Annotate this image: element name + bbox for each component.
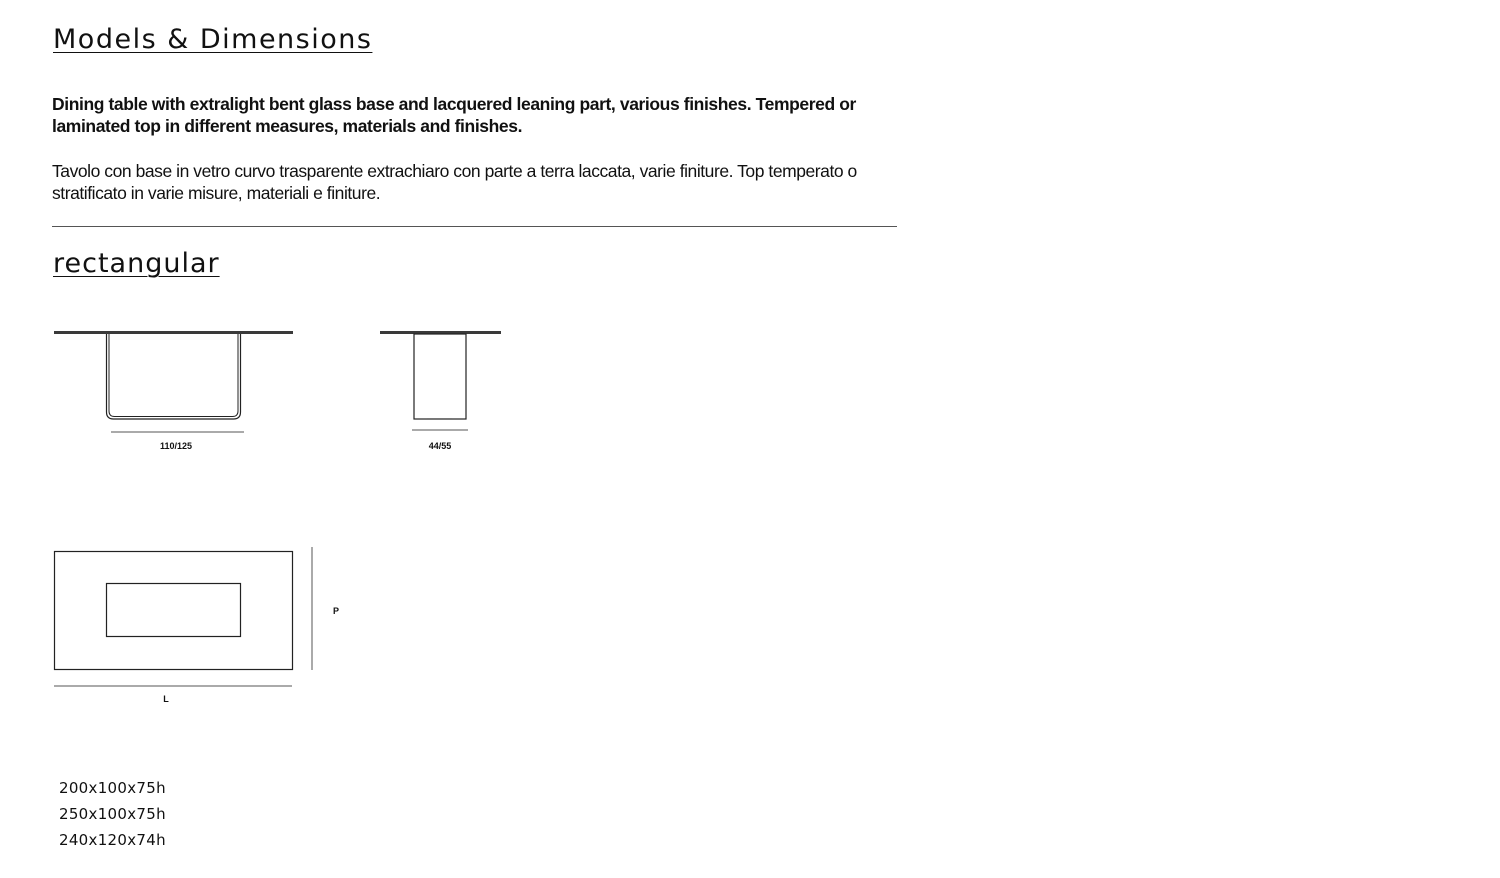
top-view-tabletop	[55, 552, 293, 670]
front-view-label: 110/125	[159, 441, 193, 451]
top-view-depth-label: P	[332, 606, 339, 616]
dimension-item: 200x100x75h	[59, 779, 166, 797]
front-view-base-outer	[107, 334, 241, 419]
side-view-drawing	[380, 331, 501, 430]
section-title: rectangular	[53, 248, 220, 279]
top-view-drawing	[54, 547, 312, 686]
top-view-length-label: L	[163, 694, 169, 704]
top-view-base	[107, 584, 241, 637]
description-english: Dining table with extralight bent glass base and lacquered leaning part, various finishes. Tempered or laminated top in different measures, materials and finishes.	[52, 94, 856, 136]
front-view-tabletop	[54, 331, 293, 334]
dimension-item: 250x100x75h	[59, 805, 166, 823]
side-view-base	[414, 334, 466, 419]
page-title: Models & Dimensions	[53, 24, 373, 55]
dimension-item: 240x120x74h	[59, 831, 166, 849]
description-italian: Tavolo con base in vetro curvo trasparente extrachiaro con parte a terra laccata, varie finiture. Top temperato o stratificato in varie misure, materiali e finiture.	[52, 161, 857, 203]
dimensions-list	[59, 775, 166, 853]
front-view-base-inner	[109, 334, 238, 417]
front-view-drawing	[54, 331, 293, 432]
side-view-label: 44/55	[428, 441, 452, 451]
